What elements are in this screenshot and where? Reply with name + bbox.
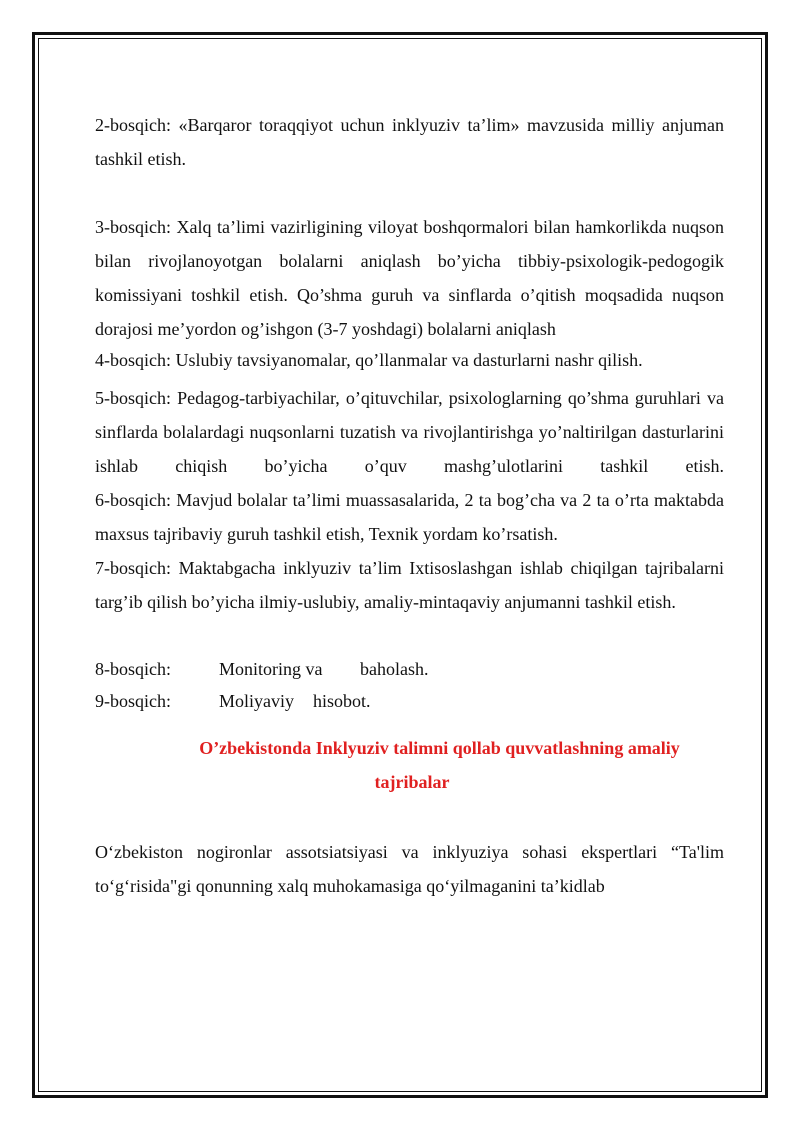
stage-text: Monitoring va: [219, 659, 323, 679]
document-body: [95, 108, 724, 903]
stage-text: baholash.: [360, 659, 429, 679]
stage-label: 8-bosqich:: [95, 659, 171, 679]
stage-text: hisobot.: [313, 691, 371, 711]
paragraph-stage-6: 6-bosqich: Mavjud bolalar ta’limi muassasalarida, 2 ta bog’cha va 2 ta o’rta maktabda maxsus tajribaviy guruh tashkil etish, Texnik yordam ko’rsatish.: [95, 490, 724, 544]
stage-text: Moliyaviy: [219, 691, 294, 711]
section-heading-line2: tajribalar: [374, 772, 450, 792]
paragraph-stage-2: 2-bosqich: «Barqaror toraqqiyot uchun inklyuziv ta’lim» mavzusida milliy anjuman tashkil etish.: [95, 115, 724, 169]
section-heading: [95, 731, 724, 799]
stage-8-row: [95, 653, 724, 685]
paragraph-stage-5: 5-bosqich: Pedagog-tarbiyachilar, o’qituvchilar, psixologlarning qo’shma guruhlari va sinflarda bolalardagi nuqsonlarni tuzatish va rivojlantirishga yo’naltirilgan dasturlarini ishlab chiqish bo’yicha o’quv mashg’ulotlarini tashkil etish.: [95, 388, 724, 476]
paragraph-stage-7: 7-bosqich: Maktabgacha inklyuziv ta’lim Ixtisoslashgan ishlab chiqilgan tajribalarni targ’ib qilish bo’yicha ilmiy-uslubiy, amaliy-mintaqaviy anjumanni tashkil etish.: [95, 558, 724, 612]
paragraph-stage-3: 3-bosqich: Xalq ta’limi vazirligining viloyat boshqormalori bilan hamkorlikda nuqson bilan rivojlanoyotgan bolalarni aniqlash bo’yicha tibbiy-psixologik-pedogogik komissiyani toshkil etish. Qo’shma guruh va sinflarda o’qitish moqsadida nuqson dorajosi me’yordon og’ishgon (3-7 yoshdagi) bolalarni aniqlash: [95, 217, 724, 339]
stage-label: 9-bosqich:: [95, 691, 171, 711]
paragraph-closing: O‘zbekiston nogironlar assotsiatsiyasi va inklyuziya sohasi ekspertlari “Ta'lim to‘g‘risida"gi qonunning xalq muhokamasiga qo‘yilmaganini ta’kidlab: [95, 842, 724, 896]
stage-9-row: [95, 685, 724, 717]
section-heading-line1: O’zbekistonda Inklyuziv talimni qollab quvvatlashning amaliy: [199, 738, 680, 758]
paragraph-stage-4: 4-bosqich: Uslubiy tavsiyanomalar, qo’llanmalar va dasturlarni nashr qilish.: [95, 350, 643, 370]
